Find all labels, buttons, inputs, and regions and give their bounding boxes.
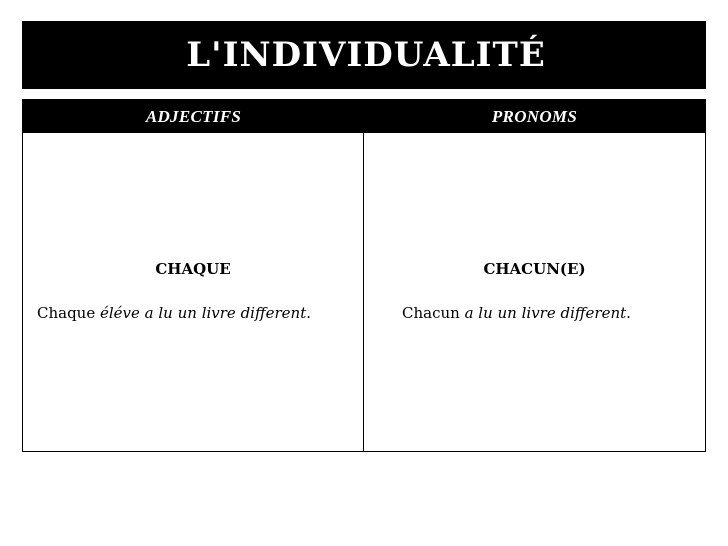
cell-adjectifs (23, 133, 364, 451)
header-pronoms: PRONOMS (491, 106, 578, 126)
title-banner (22, 21, 706, 89)
page-title: L'INDIVIDUALITÉ (186, 35, 546, 75)
table-header-row (23, 100, 705, 133)
adjective-example-italic: éléve a lu un livre different (100, 304, 307, 322)
comparison-table (22, 99, 706, 452)
adjective-heading: CHAQUE (155, 260, 231, 278)
pronoun-heading: CHACUN(E) (483, 260, 586, 278)
adjective-example (37, 304, 311, 322)
cell-pronoms (364, 133, 705, 451)
pronoun-example-plain: Chacun (402, 304, 465, 322)
pronoun-example-end: . (626, 304, 631, 322)
header-adjectifs: ADJECTIFS (145, 106, 242, 126)
adjective-example-plain: Chaque (37, 304, 100, 322)
pronoun-example (402, 304, 631, 322)
pronoun-example-italic: a lu un livre different (464, 304, 627, 322)
adjective-example-end: . (306, 304, 312, 322)
